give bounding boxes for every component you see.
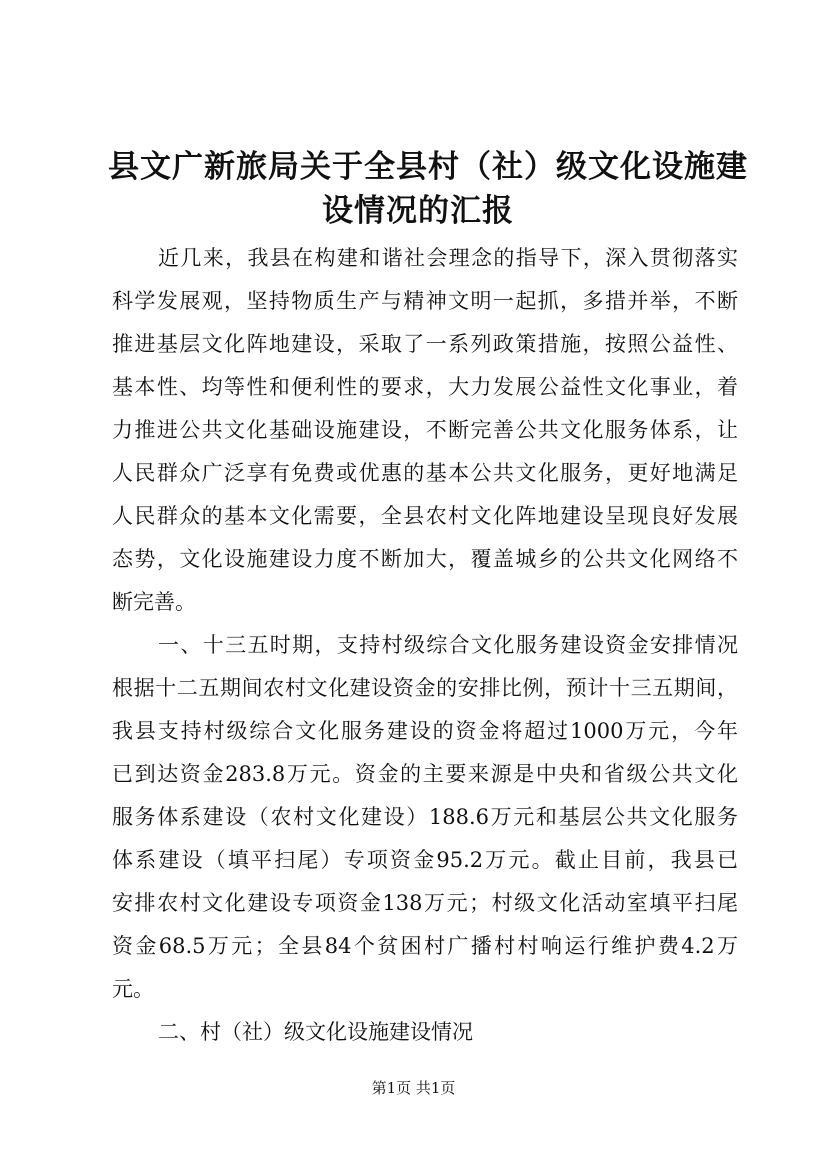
paragraph-1-line-4: 基本性、均等性和便利性的要求，大力发展公益性文化事业，着 <box>112 375 738 399</box>
document-title-line-1: 县文广新旅局关于全县村（社）级文化设施建 <box>108 149 748 185</box>
paragraph-2-line-6: 体系建设（填平扫尾）专项资金95.2万元。截止目前，我县已 <box>112 848 738 872</box>
paragraph-1-line-8: 态势，文化设施建设力度不断加大，覆盖城乡的公共文化网络不 <box>112 547 738 571</box>
paragraph-2-line-2: 根据十二五期间农村文化建设资金的安排比例，预计十三五期间， <box>112 676 738 700</box>
paragraph-2-line-4: 已到达资金283.8万元。资金的主要来源是中央和省级公共文化 <box>112 762 738 786</box>
paragraph-2-line-9: 元。 <box>112 977 154 1001</box>
paragraph-1-line-9: 断完善。 <box>112 590 196 614</box>
paragraph-2-line-7: 安排农村文化建设专项资金138万元；村级文化活动室填平扫尾 <box>112 891 738 915</box>
paragraph-1-line-7: 人民群众的基本文化需要，全县农村文化阵地建设呈现良好发展 <box>112 504 738 528</box>
page-number-footer: 第1页 共1页 <box>371 1079 456 1097</box>
paragraph-2-line-5: 服务体系建设（农村文化建设）188.6万元和基层公共文化服务 <box>112 805 738 829</box>
paragraph-2-line-8: 资金68.5万元；全县84个贫困村广播村村响运行维护费4.2万 <box>112 934 738 958</box>
paragraph-1-line-2: 科学发展观，坚持物质生产与精神文明一起抓，多措并举，不断 <box>112 289 738 313</box>
paragraph-1-line-6: 人民群众广泛享有免费或优惠的基本公共文化服务，更好地满足 <box>112 461 738 485</box>
paragraph-1-line-1: 近几来，我县在构建和谐社会理念的指导下，深入贯彻落实 <box>158 246 738 270</box>
paragraph-1-line-5: 力推进公共文化基础设施建设，不断完善公共文化服务体系，让 <box>112 418 738 442</box>
paragraph-1-line-3: 推进基层文化阵地建设，采取了一系列政策措施，按照公益性、 <box>112 332 738 356</box>
section-heading-2: 二、村（社）级文化设施建设情况 <box>158 1020 473 1044</box>
paragraph-2-line-3: 我县支持村级综合文化服务建设的资金将超过1000万元，今年 <box>112 719 738 743</box>
document-title-line-2: 设情况的汇报 <box>322 193 514 229</box>
paragraph-2-line-1: 一、十三五时期，支持村级综合文化服务建设资金安排情况 <box>158 633 738 657</box>
